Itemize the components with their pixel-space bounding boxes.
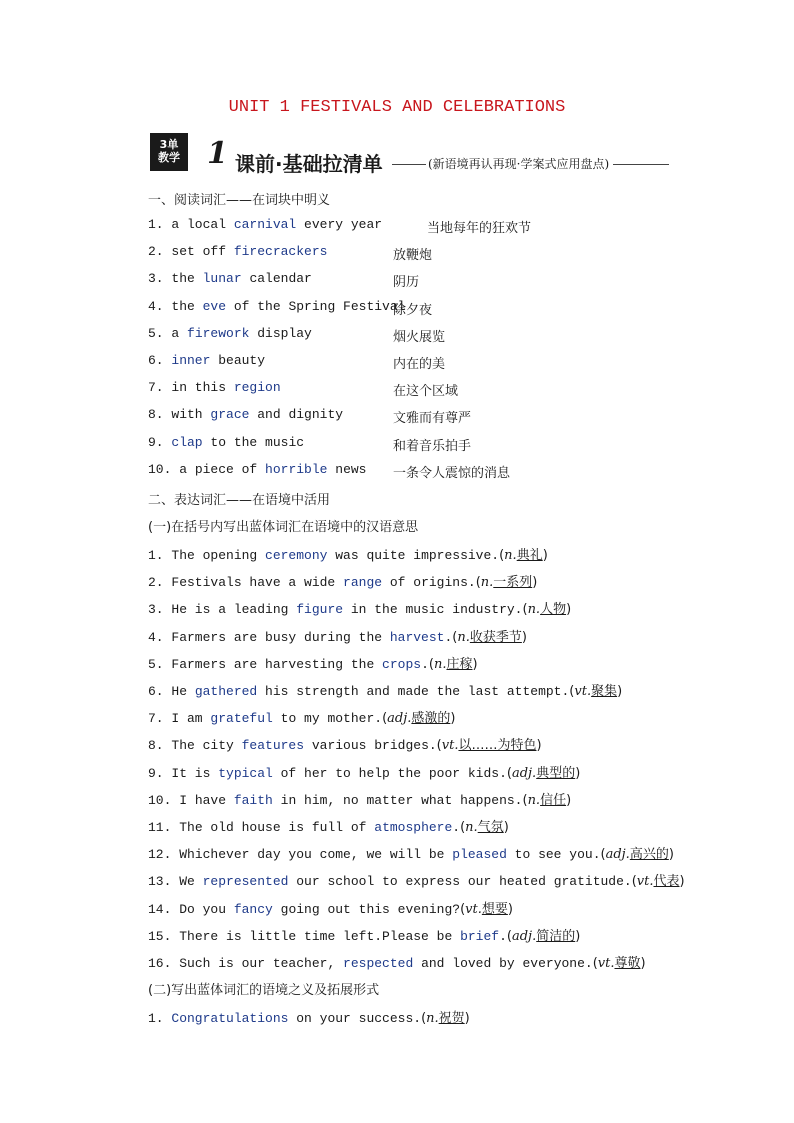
answer [507, 766, 580, 781]
answer-paren-open: ( [460, 820, 466, 835]
reading-vocab-item [148, 407, 472, 426]
answer-meaning: 以……为特色 [458, 738, 537, 753]
item-text-post: beauty [210, 353, 266, 368]
keyword: range [343, 575, 383, 590]
chinese-meaning: 内在的美 [393, 357, 446, 372]
context-vocab-item [148, 1007, 470, 1026]
chinese-meaning: 在这个区域 [393, 384, 459, 399]
keyword: ceremony [265, 548, 328, 563]
part-of-speech: n. [480, 575, 494, 590]
answer-paren-close: ) [464, 1011, 470, 1026]
expression-vocab-item [148, 816, 509, 835]
item-text-post: display [249, 326, 312, 341]
answer-paren-open: ( [506, 766, 512, 781]
answer-paren-close: ) [503, 820, 509, 835]
item-number: 7. [148, 380, 172, 395]
item-text-post: . [452, 820, 461, 835]
reading-vocab-item [148, 244, 433, 263]
chinese-meaning: 和着音乐拍手 [393, 439, 472, 454]
item-text-pre: Festivals have a wide [171, 575, 344, 590]
keyword: firecrackers [233, 244, 328, 259]
item-text-pre: Whichever day you come, we will be [179, 847, 453, 862]
answer-meaning: 人物 [540, 602, 567, 617]
keyword: pleased [452, 847, 507, 862]
item-number: 1. [148, 548, 172, 563]
part-of-speech: adj. [387, 711, 412, 726]
item-text-post: to my mother. [272, 711, 383, 726]
answer-paren-open: ( [475, 575, 481, 590]
item-text-pre: The opening [171, 548, 266, 563]
keyword: respected [343, 956, 414, 971]
item-text-pre: There is little time left.Please be [179, 929, 461, 944]
part-of-speech: vt. [597, 956, 615, 971]
answer-paren-open: ( [522, 602, 528, 617]
item-number: 13. [148, 874, 180, 889]
expression-vocab-item [148, 544, 548, 563]
part-of-speech: vt. [636, 874, 654, 889]
item-number: 2. [148, 244, 172, 259]
page-title: UNIT 1 FESTIVALS AND CELEBRATIONS [228, 98, 566, 117]
chinese-meaning: 当地每年的狂欢节 [427, 221, 532, 236]
answer-paren-open: ( [436, 738, 442, 753]
item-text-post: to see you. [506, 847, 601, 862]
keyword: figure [296, 602, 344, 617]
item-text-post: and loved by everyone. [413, 956, 593, 971]
item-text-pre: the [171, 299, 203, 314]
expression-vocab-item [148, 734, 542, 753]
expression-vocab-item [148, 952, 646, 971]
reading-vocab-item [148, 271, 420, 290]
answer [507, 929, 580, 944]
answer [499, 548, 548, 563]
item-number: 12. [148, 847, 180, 862]
item-text-post: of origins. [382, 575, 476, 590]
reading-vocab-item [148, 462, 511, 481]
item-text-pre: Such is our teacher, [179, 956, 344, 971]
item-text-pre: in this [171, 380, 234, 395]
item-number: 3. [148, 271, 172, 286]
section-subtitle: (新语境再认再现·学案式应用盘点) [392, 155, 669, 172]
answer-meaning: 典型的 [536, 766, 576, 781]
item-text-post: various bridges. [304, 738, 437, 753]
answer [593, 956, 646, 971]
answer-paren-open: ( [382, 711, 388, 726]
answer-paren-close: ) [575, 766, 581, 781]
keyword: grateful [210, 711, 273, 726]
answer [601, 847, 674, 862]
item-number: 1. [148, 217, 172, 232]
answer-meaning: 气氛 [477, 820, 504, 835]
part-of-speech: adj. [511, 929, 537, 944]
chinese-meaning: 烟火展览 [393, 330, 446, 345]
answer-paren-close: ) [617, 684, 623, 699]
item-number: 9. [148, 766, 172, 781]
expression-vocab-item [148, 707, 455, 726]
keyword: features [241, 738, 305, 753]
answer-meaning: 典礼 [516, 548, 543, 563]
answer [452, 630, 527, 645]
part-of-speech: vt. [574, 684, 592, 699]
answer-meaning: 庄稼 [446, 657, 473, 672]
item-text-post: was quite impressive. [327, 548, 500, 563]
answer-meaning: 收获季节 [469, 630, 522, 645]
keyword: brief [460, 929, 500, 944]
answer-paren-open: ( [428, 657, 434, 672]
expression-vocab-item [148, 925, 580, 944]
answer-meaning: 尊敬 [614, 956, 641, 971]
keyword: harvest [389, 630, 445, 645]
item-text-post: in the music industry. [343, 602, 523, 617]
keyword: atmosphere [374, 820, 453, 835]
part2-subheading-2: (二)写出蓝体词汇的语境之义及拓展形式 [148, 983, 380, 998]
answer-meaning: 想要 [481, 902, 508, 917]
item-text-pre: the [171, 271, 203, 286]
item-text-post: going out this evening? [272, 902, 461, 917]
item-number: 6. [148, 684, 172, 699]
keyword: grace [210, 407, 250, 422]
answer [421, 1011, 470, 1026]
section-title: 课前·基础拉清单 [235, 152, 383, 176]
reading-vocab-item [148, 435, 472, 454]
part-of-speech: adj. [605, 847, 630, 862]
item-text-pre: I have [179, 793, 234, 808]
item-text-pre: a [171, 326, 188, 341]
item-text-pre: with [171, 407, 211, 422]
chinese-meaning: 放鞭炮 [393, 248, 433, 263]
keyword: clap [171, 435, 203, 450]
keyword: faith [233, 793, 273, 808]
answer-meaning: 高兴的 [629, 847, 669, 862]
answer-paren-open: ( [460, 902, 466, 917]
keyword: crops [382, 657, 422, 672]
answer-meaning: 信任 [540, 793, 567, 808]
part-of-speech: n. [504, 548, 517, 563]
keyword: eve [202, 299, 227, 314]
answer-paren-open: ( [452, 630, 458, 645]
reading-vocab-item [148, 299, 433, 318]
item-text-pre: We [179, 874, 203, 889]
item-text-post: to the music [202, 435, 305, 450]
item-number: 15. [148, 929, 180, 944]
part-of-speech: adj. [511, 766, 537, 781]
answer-paren-close: ) [640, 956, 646, 971]
keyword: fancy [233, 902, 273, 917]
answer-paren-close: ) [521, 630, 527, 645]
item-text-post: every year [296, 217, 383, 232]
answer [437, 738, 542, 753]
answer-meaning: 祝贺 [438, 1011, 465, 1026]
answer-meaning: 聚集 [591, 684, 618, 699]
item-text-post: in him, no matter what happens. [272, 793, 523, 808]
keyword: lunar [202, 271, 242, 286]
item-text-post: our school to express our heated gratitude. [288, 874, 632, 889]
item-number: 1. [148, 1011, 172, 1026]
answer-paren-close: ) [566, 793, 572, 808]
answer-paren-close: ) [450, 711, 456, 726]
answer-paren-open: ( [506, 929, 512, 944]
item-number: 3. [148, 602, 172, 617]
item-number: 4. [148, 630, 172, 645]
chinese-meaning: 文雅而有尊严 [393, 411, 472, 426]
reading-vocab-item [148, 326, 446, 345]
expression-vocab-item [148, 789, 571, 808]
chinese-meaning: 除夕夜 [393, 303, 433, 318]
part-of-speech: vt. [465, 902, 482, 917]
keyword: horrible [265, 462, 328, 477]
part-of-speech: n. [433, 657, 447, 672]
item-text-post: calendar [241, 271, 312, 286]
expression-vocab-item [148, 843, 674, 862]
item-number: 6. [148, 353, 172, 368]
keyword: region [233, 380, 281, 395]
answer-paren-close: ) [536, 738, 542, 753]
answer [569, 684, 622, 699]
item-text-pre: Farmers are harvesting the [171, 657, 383, 672]
item-number: 5. [148, 326, 172, 341]
answer-meaning: 一系列 [493, 575, 533, 590]
part-of-speech: n. [527, 793, 541, 808]
answer-paren-open: ( [421, 1011, 427, 1026]
answer-paren-close: ) [532, 575, 538, 590]
answer-paren-close: ) [472, 657, 478, 672]
answer-paren-open: ( [592, 956, 598, 971]
item-number: 4. [148, 299, 172, 314]
item-text-post: on your success. [288, 1011, 422, 1026]
answer-paren-close: ) [679, 874, 685, 889]
badge-line-2: 教学 [158, 151, 180, 164]
part-of-speech: vt. [441, 738, 459, 753]
expression-vocab-item [148, 598, 571, 617]
keyword: represented [202, 874, 289, 889]
answer [382, 711, 455, 726]
item-text-pre: Farmers are busy during the [171, 630, 390, 645]
item-number: 5. [148, 657, 172, 672]
section-badge [150, 133, 188, 171]
reading-vocab-item [148, 353, 446, 372]
item-text-pre: The old house is full of [179, 820, 375, 835]
answer-paren-close: ) [566, 602, 572, 617]
part-of-speech: n. [457, 630, 470, 645]
answer [522, 793, 571, 808]
item-number: 8. [148, 738, 172, 753]
item-number: 9. [148, 435, 172, 450]
item-text-pre: The city [171, 738, 242, 753]
section-number: 1 [207, 136, 228, 171]
keyword: firework [187, 326, 250, 341]
keyword: inner [171, 353, 211, 368]
item-text-pre: Do you [179, 902, 234, 917]
keyword: Congratulations [171, 1011, 289, 1026]
item-text-post: news [327, 462, 367, 477]
part2-subheading-1: (一)在括号内写出蓝体词汇在语境中的汉语意思 [148, 520, 419, 535]
item-text-post: and dignity [249, 407, 344, 422]
item-text-pre: a local [171, 217, 234, 232]
item-text-post: of the Spring Festival [226, 299, 406, 314]
item-number: 7. [148, 711, 172, 726]
item-number: 16. [148, 956, 180, 971]
item-text-pre: a piece of [179, 462, 266, 477]
answer-paren-close: ) [575, 929, 581, 944]
expression-vocab-item [148, 762, 580, 781]
item-text-pre: He [171, 684, 195, 699]
answer-paren-open: ( [600, 847, 606, 862]
item-text-post: . [444, 630, 453, 645]
answer-meaning: 代表 [653, 874, 680, 889]
part-of-speech: n. [426, 1011, 439, 1026]
part2-heading: 二、表达词汇——在语境中活用 [148, 493, 331, 508]
item-number: 14. [148, 902, 180, 917]
keyword: carnival [233, 217, 297, 232]
item-number: 11. [148, 820, 180, 835]
item-text-post: his strength and made the last attempt. [257, 684, 570, 699]
keyword: typical [218, 766, 273, 781]
item-text-post: . [499, 929, 507, 944]
answer-paren-open: ( [569, 684, 575, 699]
item-number: 10. [148, 462, 180, 477]
answer [460, 902, 513, 917]
item-text-pre: I am [171, 711, 211, 726]
answer [476, 575, 538, 590]
answer-paren-close: ) [507, 902, 513, 917]
part1-heading: 一、阅读词汇——在词块中明义 [148, 193, 331, 208]
item-text-pre: He is a leading [171, 602, 297, 617]
answer-meaning: 简洁的 [536, 929, 576, 944]
chinese-meaning: 一条令人震惊的消息 [393, 466, 511, 481]
expression-vocab-item [148, 870, 685, 889]
section-header [150, 133, 710, 176]
expression-vocab-item [148, 626, 527, 645]
item-text-post: . [421, 657, 429, 672]
expression-vocab-item [148, 898, 513, 917]
item-text-pre: It is [171, 766, 219, 781]
answer-paren-close: ) [668, 847, 674, 862]
item-number: 10. [148, 793, 180, 808]
expression-vocab-item [148, 571, 537, 590]
chinese-meaning: 阴历 [393, 275, 420, 290]
badge-line-1: 3单 [159, 138, 179, 151]
answer [429, 657, 478, 672]
answer-paren-open: ( [631, 874, 637, 889]
answer [632, 874, 685, 889]
answer-paren-open: ( [499, 548, 505, 563]
answer-paren-open: ( [522, 793, 528, 808]
item-number: 2. [148, 575, 172, 590]
reading-vocab-item [148, 217, 532, 236]
expression-vocab-item [148, 653, 478, 672]
answer [522, 602, 571, 617]
part-of-speech: n. [527, 602, 541, 617]
expression-vocab-item [148, 680, 622, 699]
item-text-post: of her to help the poor kids. [272, 766, 507, 781]
answer-meaning: 感激的 [411, 711, 451, 726]
item-text-pre: set off [171, 244, 234, 259]
part-of-speech: n. [465, 820, 478, 835]
item-number: 8. [148, 407, 172, 422]
reading-vocab-item [148, 380, 459, 399]
answer-paren-close: ) [542, 548, 548, 563]
answer [460, 820, 509, 835]
keyword: gathered [194, 684, 258, 699]
